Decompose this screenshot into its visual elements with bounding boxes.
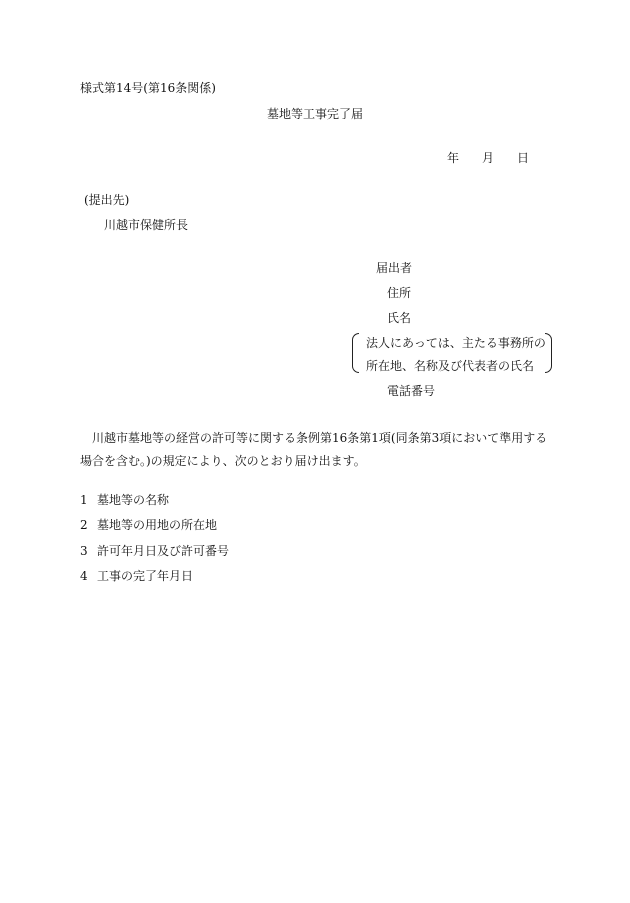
address-label: 住所 xyxy=(387,286,412,300)
list-item xyxy=(80,519,217,531)
list-item-label: 墓地等の用地の所在地 xyxy=(97,518,218,532)
list-item-number: 2 xyxy=(80,518,88,532)
bracket-left xyxy=(352,333,359,373)
date-month-label: 月 xyxy=(482,151,495,165)
form-number: 様式第14号(第16条関係) xyxy=(80,81,216,95)
list-item xyxy=(80,570,193,582)
list-item xyxy=(80,494,169,506)
corporate-note-line-2: 所在地、名称及び代表者の氏名 xyxy=(366,359,535,373)
name-label: 氏名 xyxy=(387,311,412,325)
bracket-right xyxy=(545,333,552,373)
document-title: 墓地等工事完了届 xyxy=(266,107,363,121)
list-item-number: 4 xyxy=(80,569,88,583)
list-item-number: 3 xyxy=(80,544,88,558)
list-item-label: 工事の完了年月日 xyxy=(97,569,194,583)
corporate-note-line-1: 法人にあっては、主たる事務所の xyxy=(366,336,546,350)
notifier-heading: 届出者 xyxy=(376,261,413,275)
list-item-label: 許可年月日及び許可番号 xyxy=(97,544,230,558)
list-item xyxy=(80,545,229,557)
date-year-label: 年 xyxy=(447,151,460,165)
date-day-label: 日 xyxy=(517,151,530,165)
list-item-label: 墓地等の名称 xyxy=(97,493,170,507)
phone-label: 電話番号 xyxy=(387,384,436,398)
submit-to-label: (提出先) xyxy=(84,193,130,207)
addressee: 川越市保健所長 xyxy=(104,218,189,232)
date-line xyxy=(447,152,529,164)
list-item-number: 1 xyxy=(80,493,88,507)
body-paragraph: 川越市墓地等の経営の許可等に関する条例第16条第1項(同条第3項において準用する場合を含む。)の規定により、次のとおり届け出ます。 xyxy=(80,431,548,468)
